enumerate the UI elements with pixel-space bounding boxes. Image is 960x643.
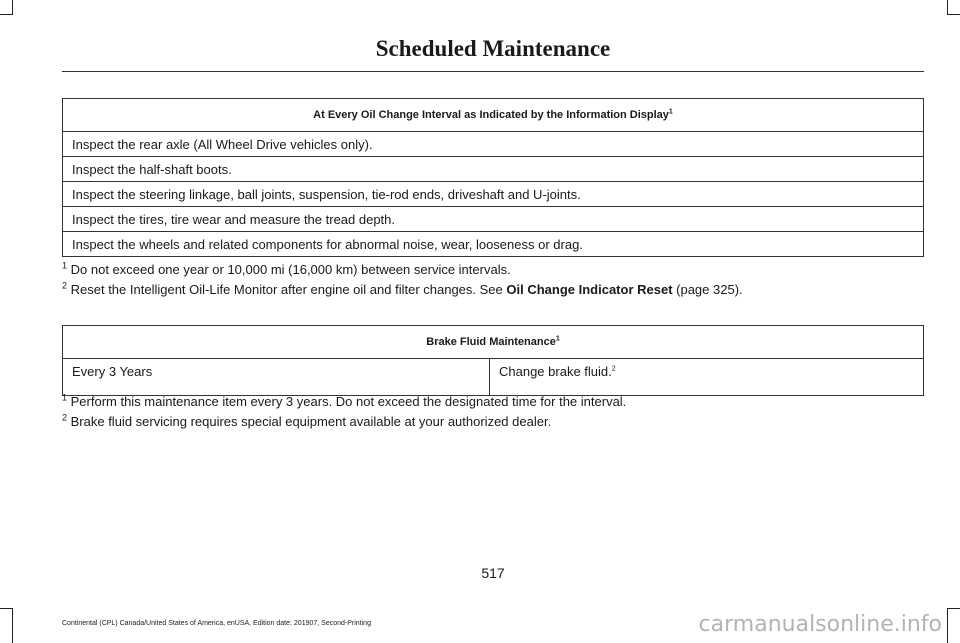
edition-info: Continental (CPL) Canada/United States of America, enUSA, Edition date: 201907, Second-Printing [62,620,371,627]
page-title: Scheduled Maintenance [375,36,611,61]
table-row: Inspect the wheels and related components for abnormal noise, wear, looseness or drag. [63,232,924,257]
table-row: Inspect the tires, tire wear and measure the tread depth. [63,207,924,232]
brake-footnote-1: $^1$ Perform this maintenance item every 3 years. Do not exceed the designated time for the interval. [62,392,627,409]
oil-footnote-1: $^1$ Do not exceed one year or 10,000 mi (16,000 km) between service intervals. [62,260,511,277]
table-row: Inspect the rear axle (All Wheel Drive vehicles only). [63,132,924,157]
crop-mark-top-left [0,0,13,15]
table-row: Inspect the steering linkage, ball joints, suspension, tie-rod ends, driveshaft and U-joints. [63,182,924,207]
brake-footnote-2: $^2$ Brake fluid servicing requires special equipment available at your authorized dealer. [62,412,552,429]
watermark: carmanualsonline.info [698,612,942,637]
brake-fluid-table [62,325,924,396]
footnote-ref: 1 [555,335,560,343]
crop-mark-top-right [947,0,960,15]
crop-mark-bottom-left [0,608,13,643]
header-divider [62,71,924,72]
crop-mark-bottom-right [947,608,960,643]
oil-change-table [62,98,924,257]
table-row: Inspect the half-shaft boots. [63,157,924,182]
footnote-ref: 2 [611,365,616,373]
oil-table-heading: At Every Oil Change Interval as Indicated by the Information Display$^1$ [63,99,924,132]
footnote-ref: 1 [668,108,673,116]
cross-reference-link[interactable]: Oil Change Indicator Reset [506,282,673,297]
page-number: 517 [481,565,505,581]
brake-action-cell: Change brake fluid.$^2$ [490,359,924,396]
brake-interval-cell: Every 3 Years [63,359,490,396]
oil-footnote-2: $^2$ Reset the Intelligent Oil-Life Monitor after engine oil and filter changes. See Oil Change Indicator Reset (page 325). [62,280,743,297]
brake-table-heading: Brake Fluid Maintenance$^1$ [63,326,924,359]
